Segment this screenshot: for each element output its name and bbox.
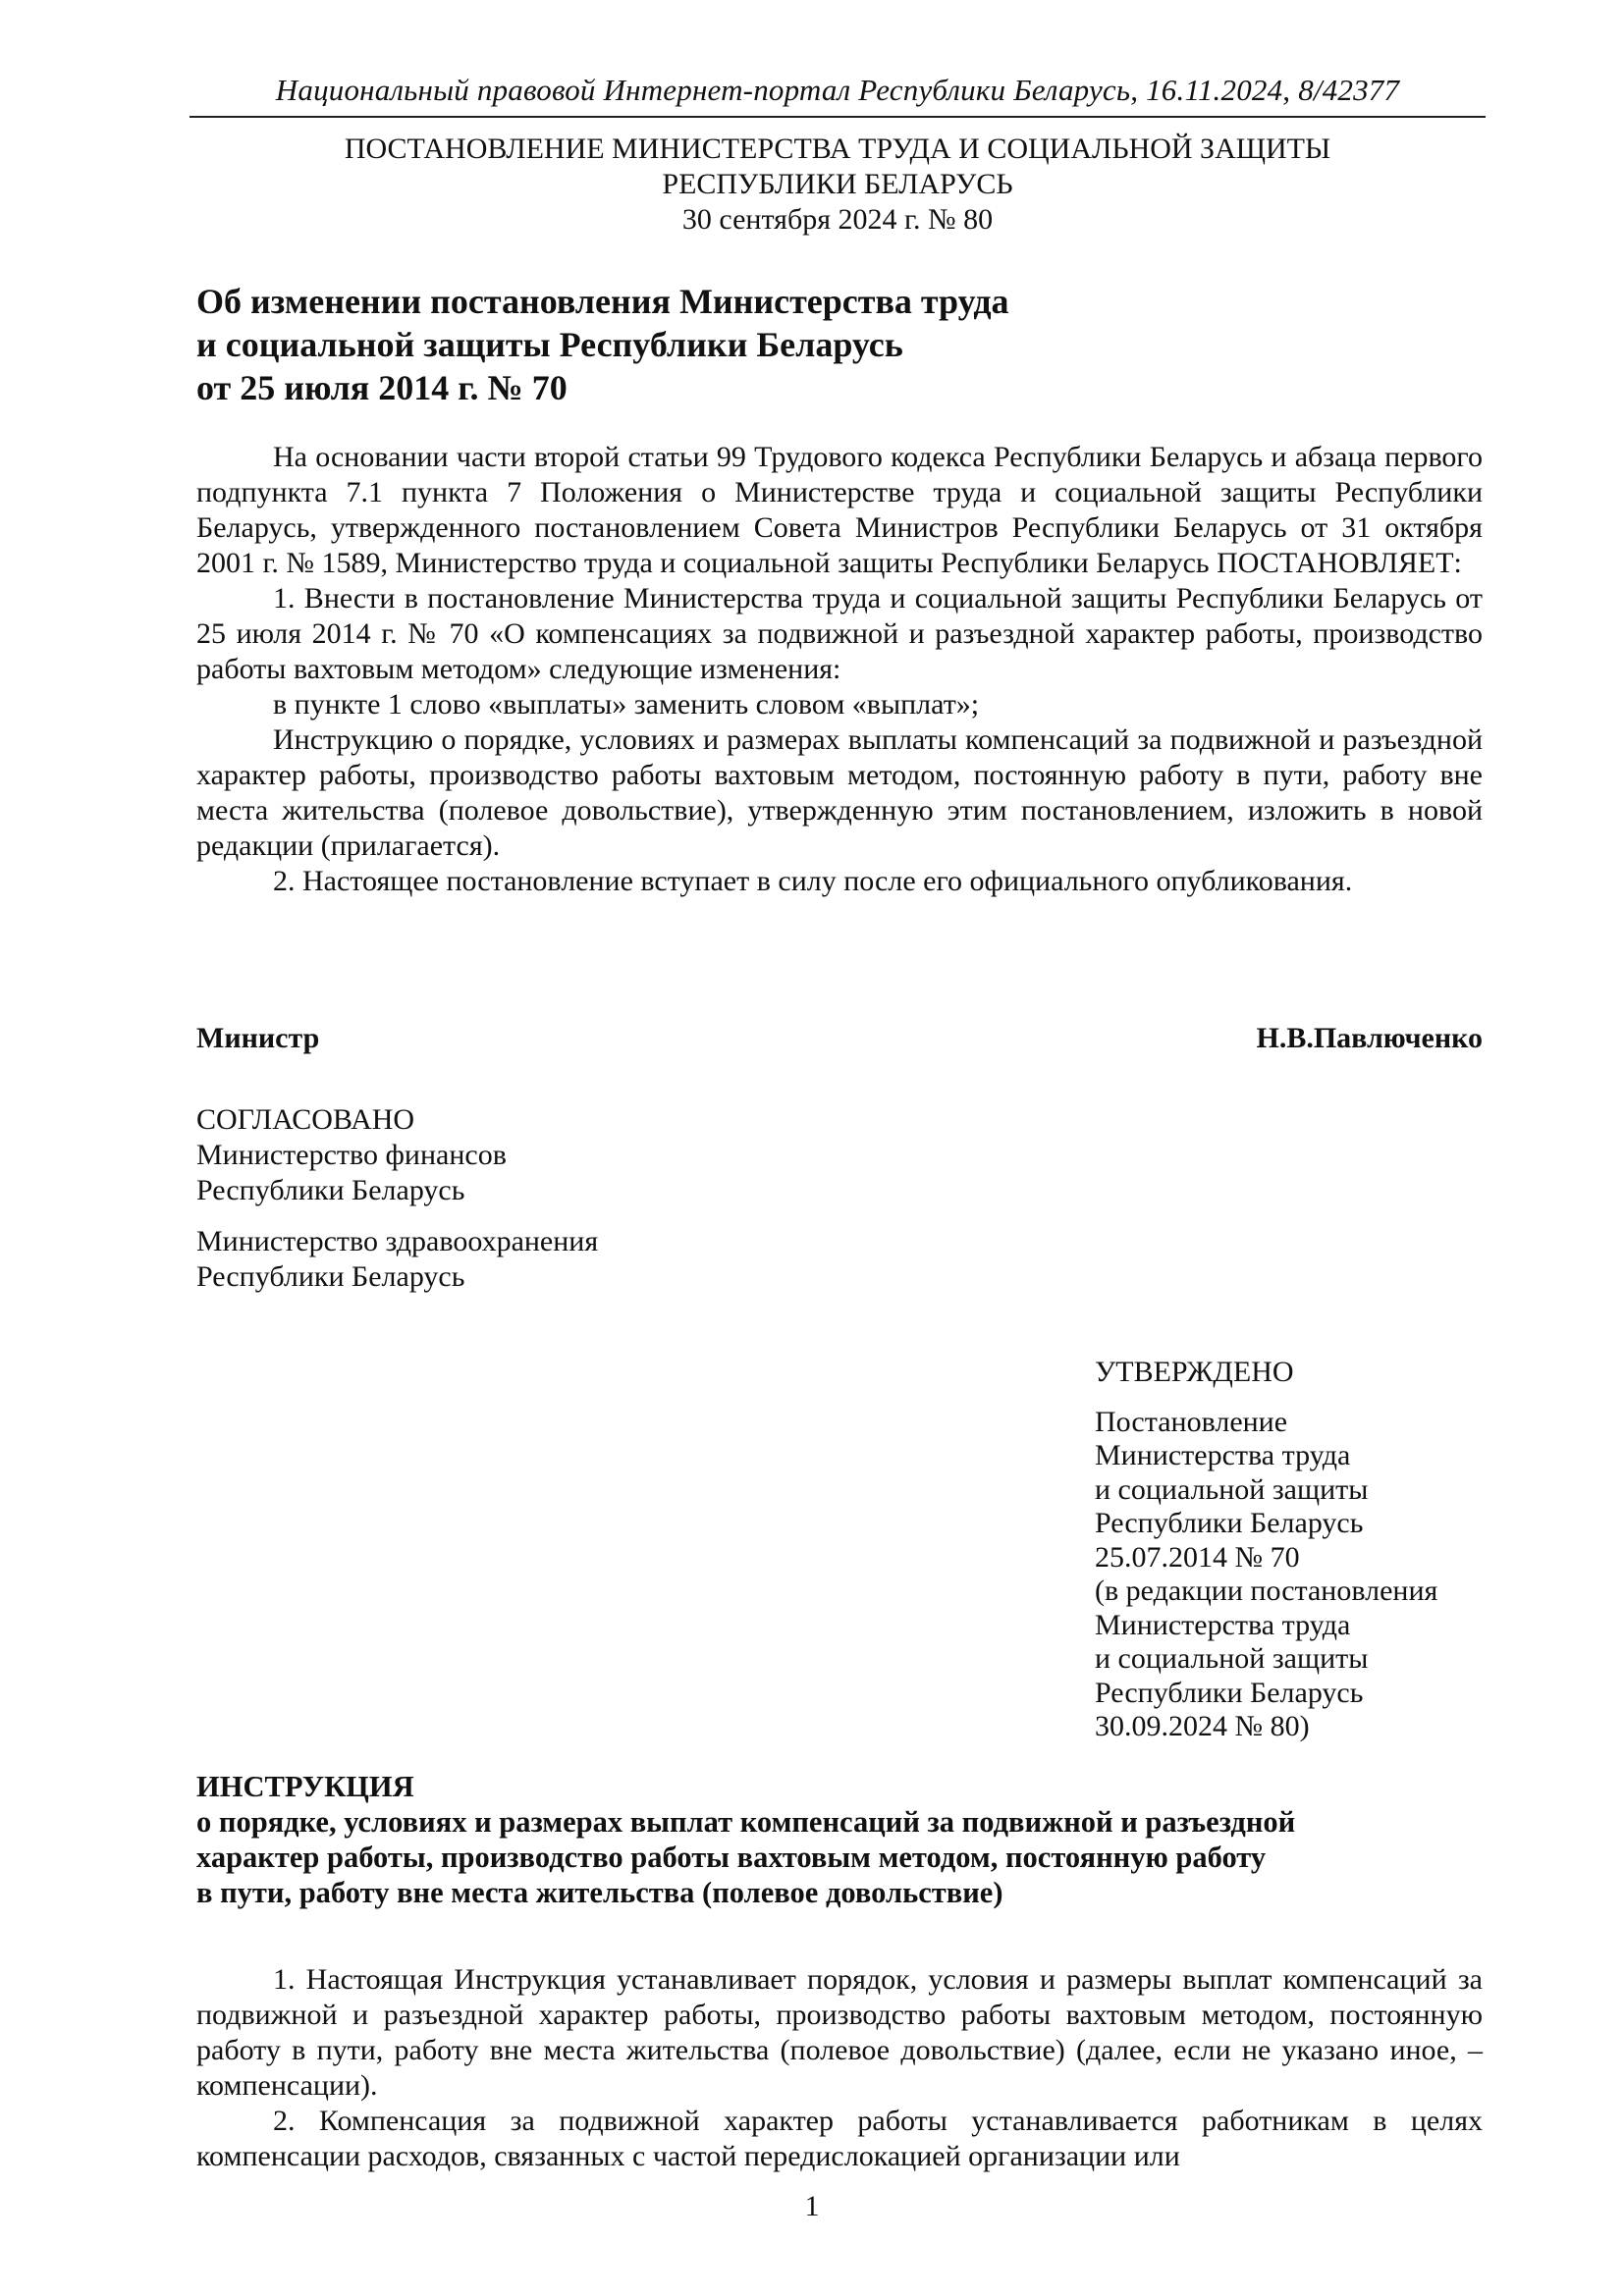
title-line2: и социальной защиты Республики Беларусь (196, 325, 903, 364)
item1-sub2-paragraph: Инструкцию о порядке, условиях и размерах выплаты компенсаций за подвижной и разъездной характер работы, производство работы вахтовым методом, постоянную работу в пути, работу вне места жительства (полевое довольствие), утвержденную этим постановлением, изложить в новой редакции (прилагается). (196, 723, 1483, 862)
approved-line: Министерства труда (1095, 1439, 1351, 1471)
agreed-org1-line2: Республики Беларусь (196, 1174, 465, 1206)
item2-paragraph: 2. Настоящее постановление вступает в силу после его официального опубликования. (273, 865, 1353, 897)
approved-line: Министерства труда (1095, 1608, 1351, 1641)
signatory-name: Н.В.Павлюченко (1256, 1022, 1483, 1054)
approved-line: и социальной защиты (1095, 1642, 1369, 1675)
title-line1: Об изменении постановления Министерства труда (196, 282, 1009, 321)
decree-issuer (189, 132, 1486, 238)
agreed-org2-line2: Республики Беларусь (196, 1260, 465, 1293)
approved-line: Республики Беларусь (1095, 1507, 1364, 1539)
approved-line: (в редакции постановления (1095, 1575, 1438, 1607)
instruction-subtitle-line3: в пути, работу вне места жительства (полевое довольствие) (196, 1876, 1003, 1909)
agreed-label: СОГЛАСОВАНО (196, 1103, 415, 1136)
instruction-para2: 2. Компенсация за подвижной характер работы устанавливается работникам в целях компенсации расходов, связанных с частой передислокацией организации или (196, 2105, 1483, 2172)
instruction-title (196, 1769, 1483, 1910)
item1-sub1-paragraph: в пункте 1 слово «выплаты» заменить словом «выплат»; (273, 688, 980, 721)
approved-line: Республики Беларусь (1095, 1676, 1364, 1709)
instruction-subtitle-line2: характер работы, производство работы вахтовым методом, постоянную работу (196, 1841, 1267, 1874)
agreed-block-2 (196, 1224, 884, 1295)
agreed-block (196, 1102, 884, 1208)
approved-block (1095, 1356, 1507, 1744)
agreed-org2-line1: Министерство здравоохранения (196, 1225, 599, 1257)
agreed-org1-line1: Министерство финансов (196, 1139, 507, 1171)
approved-line: и социальной защиты (1095, 1472, 1369, 1506)
instruction-heading: ИНСТРУКЦИЯ (196, 1770, 414, 1803)
approved-label: УТВЕРЖДЕНО (1095, 1356, 1294, 1388)
approved-line: Постановление (1095, 1405, 1288, 1438)
signatory-position: Министр (196, 1022, 320, 1054)
preamble-paragraph: На основании части второй статьи 99 Трудового кодекса Республики Беларусь и абзаца первого подпункта 7.1 пункта 7 Положения о Министерстве труда и социальной защиты Республики Беларусь, утвержденного постановлением Совета Министров Республики Беларусь от 31 октября 2001 г. № 1589, Министерство труда и социальной защиты Республики Беларусь ПОСТАНОВЛЯЕТ: (196, 441, 1483, 579)
document-title (196, 280, 1375, 409)
page-number: 1 (804, 2190, 820, 2222)
decree-issuer-line2: РЕСПУБЛИКИ БЕЛАРУСЬ (662, 168, 1013, 200)
item1-paragraph: 1. Внести в постановление Министерства труда и социальной защиты Республики Беларусь от 25 июля 2014 г. № 70 «О компенсациях за подвижной и разъездной характер работы, производство работы вахтовым методом» следующие изменения: (196, 582, 1483, 685)
instruction-subtitle-line1: о порядке, условиях и размерах выплат компенсаций за подвижной и разъездной (196, 1805, 1296, 1839)
source-header: Национальный правовой Интернет-портал Республики Беларусь, 16.11.2024, 8/42377 (275, 73, 1400, 107)
approved-line: 25.07.2014 № 70 (1095, 1540, 1300, 1574)
instruction-para1: 1. Настоящая Инструкция устанавливает порядок, условия и размеры выплат компенсаций за подвижной и разъездной характер работы, производство работы вахтовым методом, постоянную работу в пути, работу вне места жительства (полевое довольствие) (далее, если не указано иное, – компенсации). (196, 1963, 1483, 2102)
header-divider (189, 116, 1486, 118)
decree-issuer-line1: ПОСТАНОВЛЕНИЕ МИНИСТЕРСТВА ТРУДА И СОЦИАЛЬНОЙ ЗАЩИТЫ (344, 133, 1331, 165)
instruction-body (196, 1962, 1483, 2174)
title-line3: от 25 июля 2014 г. № 70 (196, 368, 568, 407)
decree-body (196, 440, 1483, 899)
decree-date-number: 30 сентября 2024 г. № 80 (681, 203, 994, 236)
approved-line: 30.09.2024 № 80) (1095, 1710, 1310, 1742)
